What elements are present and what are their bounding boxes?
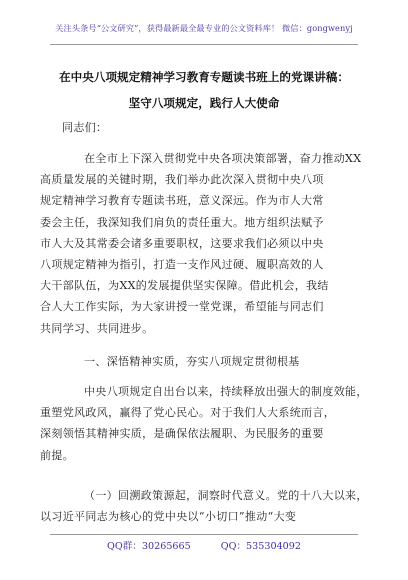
paragraph-line: 委会主任，我深知我们肩负的责任重大。地方组织法赋予: [40, 215, 324, 229]
paragraph-line: （一）回溯政策源起，洞察时代意义。党的十八大以来，: [84, 489, 368, 502]
paragraph-line: 深刻领悟其精神实质，是确保依法履职、为民服务的重要: [40, 427, 324, 441]
paragraph-line: 合人大工作实际，为大家讲授一堂党课，希望能与同志们: [40, 300, 324, 314]
document-title-line-1: 在中央八项规定精神学习教育专题读书班上的党课讲稿：: [59, 70, 349, 84]
paragraph-line: 高质量发展的关键时期，我们举办此次深入贯彻中央八项: [40, 173, 324, 187]
document-title-line-2: 坚守八项规定，践行人大使命: [128, 96, 280, 110]
footer-qq-group: QQ群：30265665: [106, 541, 191, 552]
paragraph-line: 大干部队伍，为XX的发展提供坚实保障。借此机会，我结: [40, 279, 329, 293]
subsection-1: [40, 485, 368, 527]
paragraph-line: 前提。: [40, 448, 75, 462]
paragraph-line: 重塑党风政风，赢得了党心民心。对于我们人大系统而言，: [40, 406, 336, 420]
header-divider: [50, 44, 358, 45]
paragraph-line: 市人大及其常委会诸多重要职权，这要求我们必须以中央: [40, 236, 324, 250]
footer-qq-number: QQ：535304092: [220, 541, 301, 552]
footer-contact: [0, 538, 408, 552]
paragraph-line: 在全市上下深入贯彻党中央各项决策部署，奋力推动XX: [84, 152, 362, 165]
footer-divider: [50, 534, 358, 535]
section-heading-1: [62, 351, 352, 372]
paragraph-line: 八项规定精神为指引，打造一支作风过硬、履职高效的人: [40, 257, 324, 271]
paragraph-line: 规定精神学习教育专题读书班，意义深远。作为市人大常: [40, 194, 324, 208]
paragraph-line: 共同学习、共同进步。: [40, 321, 154, 335]
greeting-text: 同志们：: [62, 121, 108, 134]
section-heading-text: 一、深悟精神实质，夯实八项规定贯彻根基: [84, 355, 300, 368]
greeting: [62, 117, 352, 138]
paragraph-line: 中央八项规定自出台以来，持续释放出强大的制度效能，: [84, 385, 368, 398]
paragraph-section1: [40, 381, 368, 466]
paragraph-intro: [40, 148, 362, 339]
header-promo-note: 关注头条号“公文研究”，获得最新最全最专业的公文资料库！ 微信：gongwenyj: [55, 23, 353, 33]
paragraph-line: 以习近平同志为核心的党中央以“小切口”推动“大变: [40, 510, 297, 524]
